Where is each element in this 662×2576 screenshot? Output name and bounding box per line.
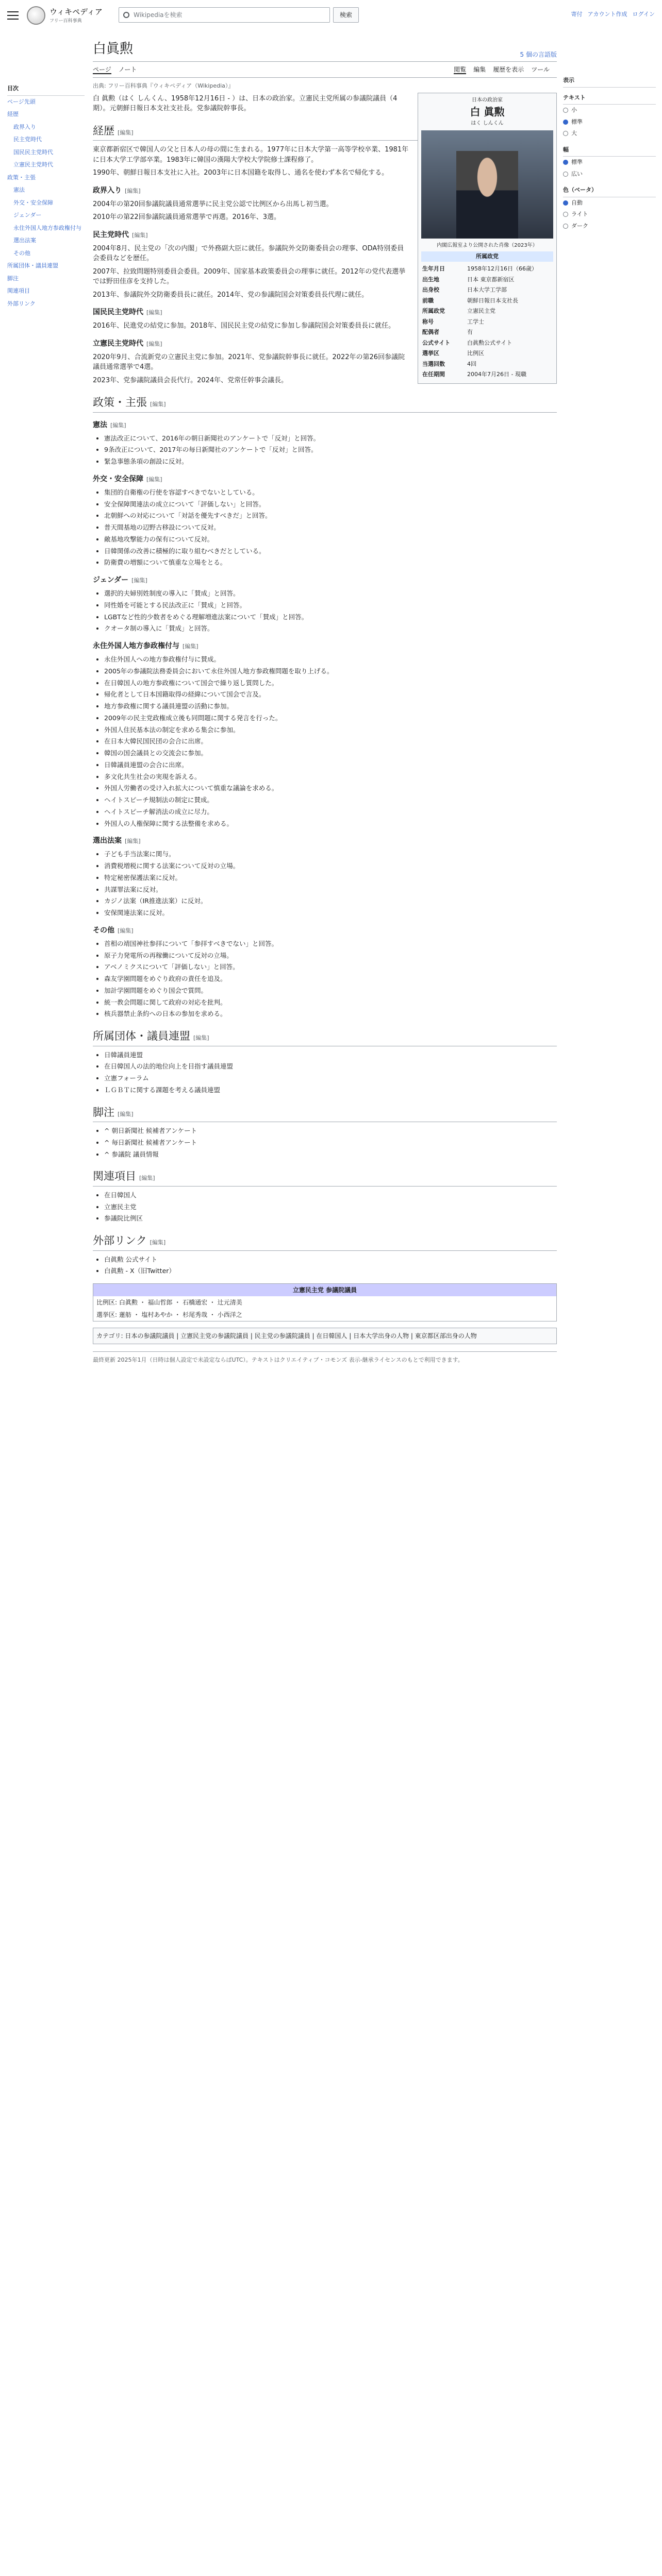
list-item: • 在日韓国人 xyxy=(104,1191,557,1200)
infobox-label: 出身校 xyxy=(422,286,439,293)
list-item: • ^ 参議院 議員情報 xyxy=(104,1150,557,1160)
infobox-label: 出生地 xyxy=(422,276,439,283)
list-item: • 防衛費の増額について慎重な立場をとる。 xyxy=(104,558,557,568)
portrait-image[interactable] xyxy=(421,130,553,239)
tab-r-3[interactable]: ツール xyxy=(531,66,550,73)
infobox-label: 生年月日 xyxy=(422,265,445,272)
toc-item[interactable]: 選出法案 xyxy=(13,237,36,244)
navbox-row[interactable]: 選挙区: 蓮舫 ・ 塩村あやか ・ 杉尾秀哉 ・ 小西洋之 xyxy=(96,1311,242,1318)
language-button[interactable]: 5 個の言語版 xyxy=(520,51,557,58)
edit-link[interactable]: [編集] xyxy=(118,927,134,934)
radio-icon[interactable] xyxy=(563,200,568,206)
list-item: • 選択的夫婦別姓制度の導入に「賛成」と回答。 xyxy=(104,589,557,599)
list-item: • 多文化共生社会の実現を訴える。 xyxy=(104,772,557,782)
bullet-list xyxy=(104,1255,557,1277)
search-button[interactable]: 検索 xyxy=(333,7,359,23)
toc-item[interactable]: 永住外国人地方参政権付与 xyxy=(13,224,81,231)
appearance-group-label: 色（ベータ） xyxy=(563,184,656,197)
section-heading: 所属団体・議員連盟 [編集] xyxy=(93,1028,557,1046)
site-logo[interactable] xyxy=(27,6,103,25)
list-item: • 在日本大韓民国民団の会合に出席。 xyxy=(104,737,557,747)
infobox-row xyxy=(421,327,553,338)
list-item: • 同性婚を可能とする民法改正に「賛成」と回答。 xyxy=(104,601,557,611)
list-item: • 特定秘密保護法案に反対。 xyxy=(104,873,557,883)
appearance-option[interactable] xyxy=(563,128,656,140)
bullet-list xyxy=(104,589,557,634)
list-item: • 2009年の民主党政権成立後も同問題に関する発言を行った。 xyxy=(104,714,557,723)
list-item: • 白眞勲 公式サイト xyxy=(104,1255,557,1265)
infobox-table xyxy=(421,264,553,380)
infobox-row xyxy=(421,317,553,328)
list-item: • 地方参政権に関する議員連盟の活動に参加。 xyxy=(104,702,557,711)
page-title-row xyxy=(93,31,557,62)
toc-item[interactable]: 所属団体・議員連盟 xyxy=(7,262,58,269)
subsection-heading: 憲法 [編集] xyxy=(93,420,126,429)
appearance-option[interactable] xyxy=(563,105,656,116)
toc-item[interactable]: ジェンダー xyxy=(13,212,42,218)
radio-icon[interactable] xyxy=(563,160,568,165)
edit-link[interactable]: [編集] xyxy=(118,129,134,136)
list-item: • 外国人労働者の受け入れ拡大について慎重な議論を求める。 xyxy=(104,784,557,793)
appearance-group-label: 幅 xyxy=(563,144,656,157)
edit-link[interactable]: [編集] xyxy=(110,421,126,429)
infobox-value: 2004年7月26日 - 現職 xyxy=(467,371,526,378)
bullet-list xyxy=(104,1050,557,1095)
infobox-bar: 所属政党 xyxy=(421,251,553,262)
globe-icon xyxy=(27,6,45,25)
list-item: • ヘイトスピーチ規制法の制定に賛成。 xyxy=(104,795,557,805)
list-item: • 憲法改正について、2016年の朝日新聞社のアンケートで「反対」と回答。 xyxy=(104,434,557,444)
list-item: • 敵基地攻撃能力の保有について反対。 xyxy=(104,535,557,545)
list-item: • LGBTなど性的少数者をめぐる理解増進法案について「賛成」と回答。 xyxy=(104,613,557,622)
section-heading: 外部リンク [編集] xyxy=(93,1233,557,1251)
edit-link[interactable]: [編集] xyxy=(139,1175,155,1182)
subsection-heading: 国民民主党時代 [編集] xyxy=(93,308,162,316)
list-item: • 帰化者として日本国籍取得の経緯について国会で言及。 xyxy=(104,690,557,700)
list-item: • 永住外国人への地方参政権付与に賛成。 xyxy=(104,655,557,665)
toc-item[interactable]: 外交・安全保障 xyxy=(13,199,53,206)
util-link-0[interactable]: 寄付 xyxy=(571,11,583,18)
list-item: • 核兵器禁止条約への日本の参加を求める。 xyxy=(104,1009,557,1019)
tab-0[interactable]: ページ xyxy=(93,66,111,73)
edit-link[interactable]: [編集] xyxy=(146,340,162,347)
infobox-value: 白眞勲公式サイト xyxy=(467,339,512,346)
paragraph: 2013年、参議院外交防衛委員長に就任。2014年、党の参議院国会対策委員長代理に就任。 xyxy=(93,291,369,299)
list-item: • 加計学園問題をめぐり国会で質問。 xyxy=(104,986,557,996)
navbox-title: 立憲民主党 参議院議員 xyxy=(93,1284,556,1296)
list-item: • 子ども手当法案に関与。 xyxy=(104,850,557,859)
option-label: 広い xyxy=(571,170,583,177)
infobox-row xyxy=(421,264,553,275)
paragraph: 2016年、民進党の結党に参加。2018年、国民民主党の結党に参加し参議院国会対策委員長に就任。 xyxy=(93,322,395,330)
infobox-row xyxy=(421,359,553,370)
infobox-value: 4回 xyxy=(467,360,477,367)
header xyxy=(0,0,662,31)
list-item: • 2005年の参議院法務委員会において永住外国人地方参政権問題を取り上げる。 xyxy=(104,667,557,676)
intro-paragraph: 白 眞勲（はく しんくん、1958年12月16日 - ）は、日本の政治家。立憲民主党所属の参議院議員（4期）。元朝鮮日報日本支社支社長。党参議院幹事長。 xyxy=(93,94,398,112)
edit-link[interactable]: [編集] xyxy=(131,577,147,584)
tab-r-2[interactable]: 履歴を表示 xyxy=(493,66,524,73)
infobox-caption: 日本の政治家 xyxy=(472,97,503,103)
infobox-row xyxy=(421,296,553,307)
edit-link[interactable]: [編集] xyxy=(150,1239,166,1246)
appearance-option[interactable] xyxy=(563,197,656,209)
util-link-1[interactable]: アカウント作成 xyxy=(587,11,627,18)
infobox-label: 配偶者 xyxy=(422,329,439,335)
bullet-list xyxy=(104,939,557,1019)
tab-1[interactable]: ノート xyxy=(118,66,137,73)
infobox-value: 日本大学工学部 xyxy=(467,286,507,293)
util-link-2[interactable]: ログイン xyxy=(632,11,655,18)
toc-item[interactable]: 関連項目 xyxy=(7,287,30,294)
infobox-row xyxy=(421,285,553,296)
list-item: • 安保関連法案に反対。 xyxy=(104,908,557,918)
list-item: • クオータ制の導入に「賛成」と回答。 xyxy=(104,624,557,634)
subsection-heading: その他 [編集] xyxy=(93,926,134,935)
radio-icon[interactable] xyxy=(563,108,568,113)
section-heading: 脚注 [編集] xyxy=(93,1105,557,1123)
list-item: • 北朝鮮への対応について「対話を優先すべきだ」と回答。 xyxy=(104,511,557,521)
edit-link[interactable]: [編集] xyxy=(125,838,141,845)
list-item: • 日韓議員連盟 xyxy=(104,1050,557,1060)
infobox-row xyxy=(421,369,553,380)
paragraph: 2004年8月、民主党の「次の内閣」で外務副大臣に就任。参議院外交防衛委員会の理事、ODA特別委員会委員などを歴任。 xyxy=(93,244,404,262)
list-item: • アベノミクスについて「評価しない」と回答。 xyxy=(104,962,557,972)
bullet-list xyxy=(104,434,557,467)
list-item: • 消費税増税に関する法案について反対の立場。 xyxy=(104,861,557,871)
edit-link[interactable]: [編集] xyxy=(125,187,141,194)
infobox-label: 在任期間 xyxy=(422,371,445,378)
list-item: • 原子力発電所の再稼働について反対の立場。 xyxy=(104,951,557,961)
search-icon xyxy=(123,12,129,18)
list-item: • 外国人住民基本法の制定を求める集会に参加。 xyxy=(104,725,557,735)
list-item: • 立憲民主党 xyxy=(104,1202,557,1212)
page-tabs xyxy=(93,62,557,78)
edit-link[interactable]: [編集] xyxy=(150,401,166,408)
bullet-list xyxy=(104,488,557,568)
infobox-label: 公式サイト xyxy=(422,339,451,346)
menu-icon[interactable] xyxy=(7,11,19,20)
list-item: • 外国人の人権保障に関する法整備を求める。 xyxy=(104,819,557,829)
subsection-heading: 選出法案 [編集] xyxy=(93,837,141,845)
toc-item[interactable]: 民主党時代 xyxy=(13,136,42,143)
appearance-option[interactable] xyxy=(563,168,656,180)
list-item: • 安全保障関連法の成立について「評価しない」と回答。 xyxy=(104,500,557,510)
paragraph: 東京都新宿区で韓国人の父と日本人の母の間に生まれる。1977年に日本大学第一高等学校卒業、1981年に日本大学工学部卒業。1983年に韓国の漢陽大学校大学院修士課程修了。 xyxy=(93,146,409,164)
main-content xyxy=(93,31,557,1365)
edit-link[interactable]: [編集] xyxy=(193,1035,209,1041)
from-line: 出典: フリー百科事典『ウィキペディア（Wikipedia）』 xyxy=(93,82,234,89)
subsection-heading: 永住外国人地方参政権付与 [編集] xyxy=(93,642,198,650)
option-label: 小 xyxy=(571,107,577,113)
toc-item[interactable]: ページ先頭 xyxy=(7,98,36,105)
infobox-value: 1958年12月16日（66歳） xyxy=(467,265,538,272)
appearance-group-label: テキスト xyxy=(563,92,656,105)
paragraph: 1990年、朝鮮日報日本支社に入社。2003年に日本国籍を取得し、通名を使わず本名で帰化する。 xyxy=(93,169,389,177)
toc-item[interactable]: 経歴 xyxy=(7,111,19,117)
paragraph: 2007年、拉致問題特別委員会委員。2009年、国家基本政策委員会の理事に就任。2012年の党代表選挙では野田佳彦を支持した。 xyxy=(93,267,406,285)
paragraph: 2023年、党参議院議員会長代行。2024年、党常任幹事会議長。 xyxy=(93,376,288,384)
radio-icon[interactable] xyxy=(563,131,568,136)
list-item: • ヘイトスピーチ解消法の成立に尽力。 xyxy=(104,807,557,817)
radio-icon[interactable] xyxy=(563,120,568,125)
list-item: • 立憲フォーラム xyxy=(104,1074,557,1083)
infobox-value: 工学士 xyxy=(467,318,485,325)
tab-r-1[interactable]: 編集 xyxy=(473,66,486,73)
infobox-label: 称号 xyxy=(422,318,434,325)
list-item: • 在日韓国人の地方参政権について国会で繰り返し質問した。 xyxy=(104,679,557,688)
list-item: • 集団的自衛権の行使を容認すべきでないとしている。 xyxy=(104,488,557,498)
search-input[interactable]: Wikipediaを検索 xyxy=(119,7,330,23)
subsection-heading: 民主党時代 [編集] xyxy=(93,230,148,239)
radio-icon[interactable] xyxy=(563,212,568,217)
paragraph: 2004年の第20回参議院議員通常選挙に民主党公認で比例区から出馬し初当選。 xyxy=(93,200,333,208)
site-name: ウィキペディア xyxy=(49,7,103,16)
infobox-row xyxy=(421,348,553,359)
appearance-panel xyxy=(563,70,656,232)
list-item: • ＬＧＢＴに関する課題を考える議員連盟 xyxy=(104,1086,557,1095)
option-label: 大 xyxy=(571,130,577,137)
infobox-label: 選挙区 xyxy=(422,350,439,357)
site-tagline: フリー百科事典 xyxy=(49,18,82,24)
list-item: • 在日韓国人の法的地位向上を目指す議員連盟 xyxy=(104,1062,557,1072)
bullet-list xyxy=(104,1191,557,1224)
list-item: • 緊急事態条項の創設に反対。 xyxy=(104,457,557,467)
bullet-list xyxy=(104,655,557,828)
section-heading: 関連項目 [編集] xyxy=(93,1168,557,1187)
edit-link[interactable]: [編集] xyxy=(132,231,148,239)
infobox xyxy=(418,93,557,384)
subsection-heading: ジェンダー [編集] xyxy=(93,576,147,584)
infobox-row xyxy=(421,275,553,285)
toc-item[interactable]: 国民民主党時代 xyxy=(13,148,53,156)
infobox-value: 立憲民主党 xyxy=(467,308,496,314)
list-item: • カジノ法案（IR推進法案）に反対。 xyxy=(104,896,557,906)
infobox-reading: はく しんくん xyxy=(471,120,504,126)
list-item: • 共謀罪法案に反対。 xyxy=(104,885,557,895)
infobox-label: 前職 xyxy=(422,297,434,304)
appearance-option[interactable] xyxy=(563,157,656,168)
infobox-name: 白 眞勲 xyxy=(470,105,505,118)
category-links[interactable]: カテゴリ: 日本の参議院議員 | 立憲民主党の参議院議員 | 民主党の参議院議員 | 在日韓国人 | 日本大学出身の人物 | 東京都区部出身の人物 xyxy=(93,1328,557,1344)
list-item: • 9条改正について、2017年の毎日新聞社のアンケートで「反対」と回答。 xyxy=(104,445,557,455)
radio-icon[interactable] xyxy=(563,172,568,177)
list-item: • 日韓議員連盟の会合に出席。 xyxy=(104,760,557,770)
toc-item[interactable]: 憲法 xyxy=(13,187,25,193)
tab-r-0[interactable]: 閲覧 xyxy=(454,66,467,73)
edit-link[interactable]: [編集] xyxy=(183,643,198,650)
paragraph: 2020年9月、合流新党の立憲民主党に参加。2021年、党参議院幹事長に就任。2022年の第26回参議院議員通常選挙で4選。 xyxy=(93,353,405,371)
toc-item[interactable]: 立憲民主党時代 xyxy=(13,161,53,168)
infobox-value: 比例区 xyxy=(467,350,485,357)
infobox-row xyxy=(421,338,553,349)
toc-item[interactable]: 外部リンク xyxy=(7,300,36,307)
paragraph: 2010年の第22回参議院議員通常選挙で再選。2016年、3選。 xyxy=(93,213,280,221)
list-item: • 白眞勲 - X（旧Twitter） xyxy=(104,1266,557,1276)
infobox-label: 所属政党 xyxy=(422,308,445,314)
edit-link[interactable]: [編集] xyxy=(118,1110,134,1117)
list-item: • 日韓関係の改善に積極的に取り組むべきだとしている。 xyxy=(104,547,557,556)
infobox-row xyxy=(421,306,553,317)
photo-caption: 内閣広報室より公開された肖像（2023年） xyxy=(437,242,538,248)
appearance-option[interactable] xyxy=(563,221,656,232)
toc-item[interactable]: その他 xyxy=(13,249,30,257)
edit-link[interactable]: [編集] xyxy=(146,309,162,316)
toc-item[interactable]: 政策・主張 xyxy=(7,174,36,181)
infobox-value: 有 xyxy=(467,329,473,335)
subsection-heading: 政界入り [編集] xyxy=(93,186,141,195)
bullet-list xyxy=(104,1126,557,1159)
toc-item[interactable]: 政界入り xyxy=(13,123,36,130)
page-title: 白眞勲 xyxy=(93,41,134,57)
list-item: • ^ 毎日新聞社 候補者アンケート xyxy=(104,1138,557,1148)
option-label: ライト xyxy=(571,211,588,217)
infobox-value: 日本 東京都新宿区 xyxy=(467,276,515,283)
list-item: • 統一教会問題に関して政府の対応を批判。 xyxy=(104,998,557,1008)
list-item: • ^ 朝日新聞社 候補者アンケート xyxy=(104,1126,557,1136)
appearance-option[interactable] xyxy=(563,116,656,128)
toc-item[interactable]: 脚注 xyxy=(7,275,19,282)
toc-heading: 目次 xyxy=(7,82,85,96)
option-label: 自動 xyxy=(571,199,583,206)
option-label: ダーク xyxy=(571,222,588,229)
list-item: • 参議院比例区 xyxy=(104,1214,557,1224)
infobox-value: 朝鮮日報日本支社長 xyxy=(467,297,519,304)
list-item: • 森友学園問題をめぐり政府の責任を追及。 xyxy=(104,974,557,984)
option-label: 標準 xyxy=(571,159,583,165)
appearance-heading: 表示 xyxy=(563,74,656,88)
navbox xyxy=(93,1283,557,1321)
list-item: • 韓国の国会議員との交流会に参加。 xyxy=(104,749,557,758)
appearance-option[interactable] xyxy=(563,209,656,221)
list-item: • 普天間基地の辺野古移設について反対。 xyxy=(104,523,557,533)
navbox-row[interactable]: 比例区: 白眞勲 ・ 福山哲郎 ・ 石橋通宏 ・ 辻元清美 xyxy=(96,1299,242,1306)
section-heading: 経歴 [編集] xyxy=(93,123,557,141)
option-label: 標準 xyxy=(571,118,583,125)
toc-sidebar xyxy=(7,82,85,310)
subsection-heading: 立憲民主党時代 [編集] xyxy=(93,339,162,348)
radio-icon[interactable] xyxy=(563,224,568,229)
footer: 最終更新 2025年1月（日時は個人設定で未設定ならばUTC）。テキストはクリエイティブ・コモンズ 表示-継承ライセンスのもとで利用できます。 xyxy=(93,1351,557,1365)
section-heading: 政策・主張 [編集] xyxy=(93,395,557,413)
list-item: • 首相の靖国神社参拝について「参拝すべきでない」と回答。 xyxy=(104,939,557,949)
edit-link[interactable]: [編集] xyxy=(146,476,162,483)
subsection-heading: 外交・安全保障 [編集] xyxy=(93,474,162,483)
infobox-label: 当選回数 xyxy=(422,360,445,367)
bullet-list xyxy=(104,850,557,918)
